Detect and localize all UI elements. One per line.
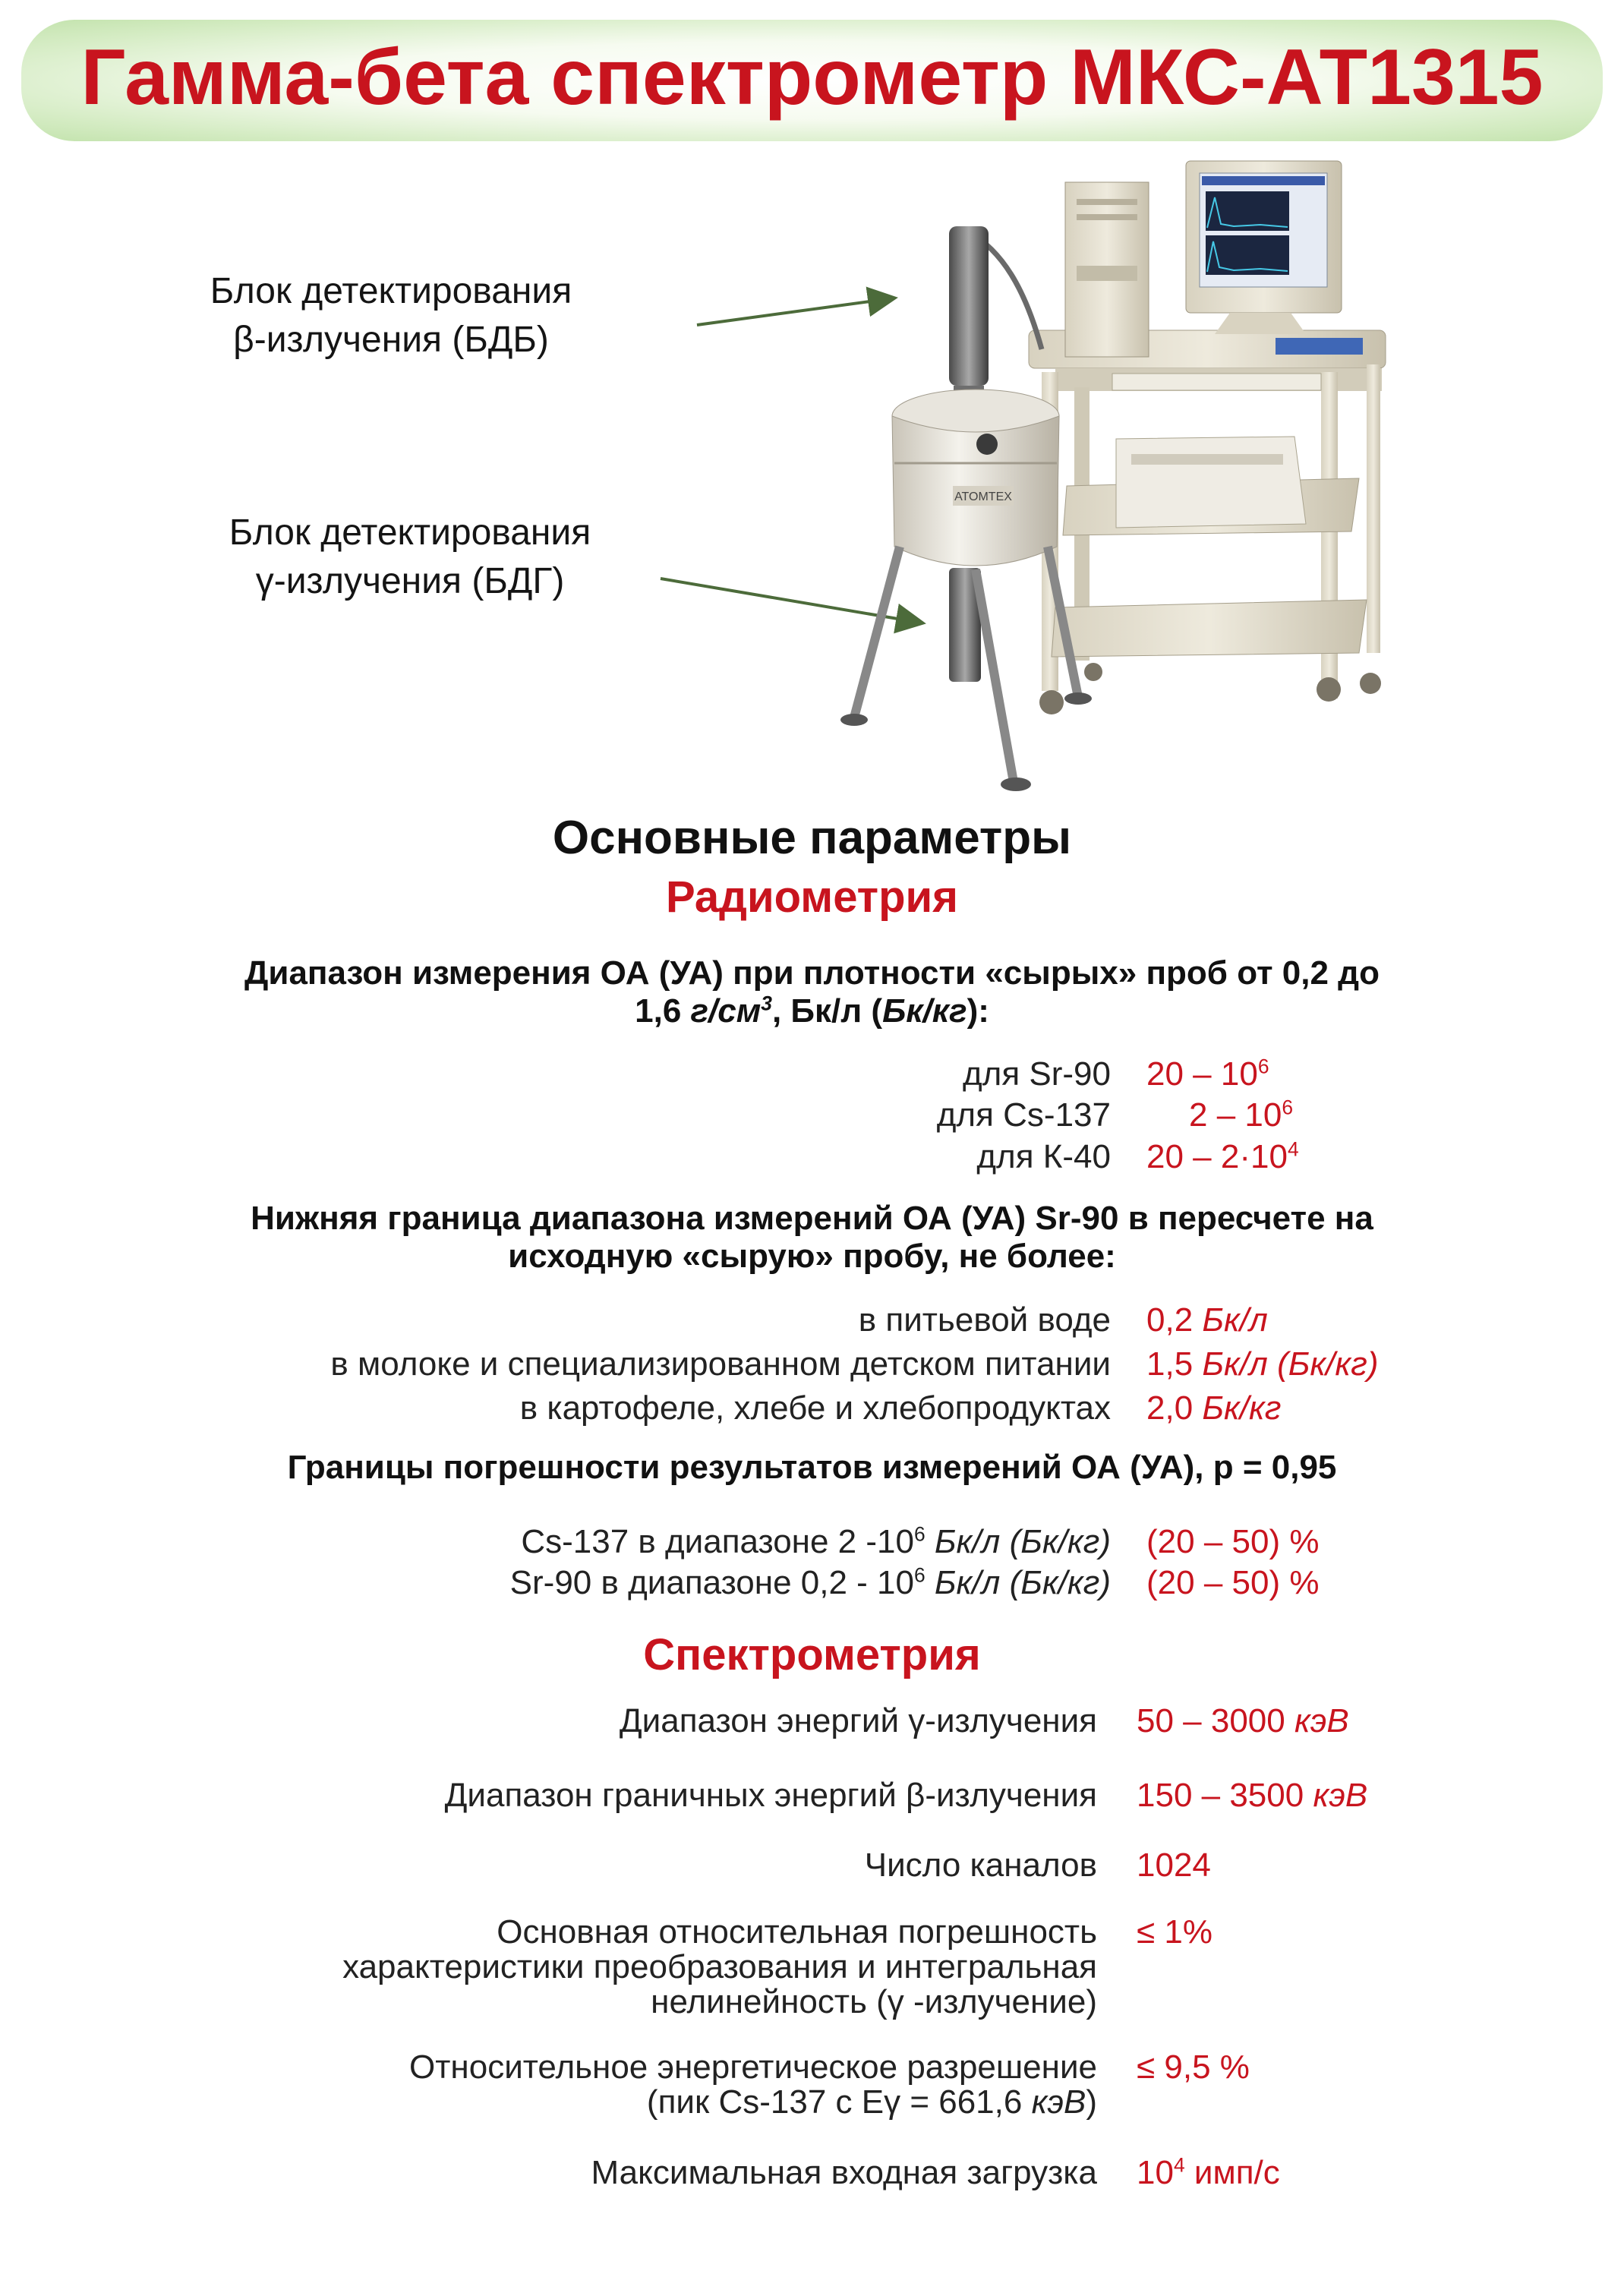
spec-row-label: Максимальная входная загрузка xyxy=(591,2154,1097,2191)
lower-value-unit: Бк/л (Бк/кг) xyxy=(1202,1345,1379,1383)
main-heading: Основные параметры xyxy=(552,812,1072,864)
range-value-exp: 6 xyxy=(1257,1055,1269,1078)
spec-row-value xyxy=(1137,1701,1349,1742)
range-title-line2 xyxy=(0,992,1624,1030)
range-value-text: 20 – 2·10 xyxy=(1146,1138,1288,1175)
error-row-label xyxy=(521,1522,1111,1563)
error-row-label xyxy=(510,1563,1111,1604)
spec-row-label: Диапазон энергий γ-излучения xyxy=(619,1702,1097,1739)
spec-value-num: 50 – 3000 xyxy=(1137,1702,1294,1739)
error-row-value: (20 – 50) % xyxy=(1146,1523,1320,1560)
spec-label-part: ) xyxy=(1086,2083,1097,2121)
spec-value-unit: кэВ xyxy=(1294,1702,1349,1739)
equipment-illustration xyxy=(0,0,1624,805)
spec-value-unit: имп/с xyxy=(1184,2154,1280,2191)
range-title-part: 1,6 xyxy=(635,992,691,1030)
brand-label: ATOMTEX xyxy=(954,490,1012,503)
page-title: Гамма-бета спектрометр МКС-АТ1315 xyxy=(80,33,1544,121)
mousepad-icon xyxy=(1276,338,1363,355)
radiometry-heading: Радиометрия xyxy=(665,872,959,922)
lower-row-value xyxy=(1146,1300,1268,1341)
spec-value-exp: 4 xyxy=(1173,2153,1185,2177)
range-row-value xyxy=(1189,1095,1293,1136)
beta-callout-line2: β-излучения (БДБ) xyxy=(233,320,549,360)
lower-title-line2: исходную «сырую» пробу, не более: xyxy=(508,1238,1116,1275)
lower-value-num: 0,2 xyxy=(1146,1301,1203,1339)
spec-label-line: характеристики преобразования и интегральная xyxy=(342,1948,1097,1985)
spec-label-line xyxy=(409,2085,1097,2120)
beta-callout-line1: Блок детектирования xyxy=(210,271,572,311)
spec-label-line: Основная относительная погрешность xyxy=(497,1913,1097,1951)
beta-arrow xyxy=(697,298,892,325)
printer-icon xyxy=(1116,437,1306,528)
range-title-exp: 3 xyxy=(761,992,772,1015)
spec-row-value: 1024 xyxy=(1137,1847,1211,1884)
error-label-exp: 6 xyxy=(913,1563,926,1587)
keyboard-icon xyxy=(1112,374,1321,390)
range-title xyxy=(0,954,1624,1030)
spec-label-line: нелинейность (γ -излучение) xyxy=(651,1983,1097,2020)
range-title-unit: Бк/кг xyxy=(882,992,967,1030)
spec-value-unit: кэВ xyxy=(1313,1777,1368,1814)
range-title-part: ): xyxy=(967,992,989,1030)
spec-row-label: Диапазон граничных энергий β-излучения xyxy=(444,1777,1097,1814)
range-row-value xyxy=(1146,1054,1269,1095)
spec-row-value xyxy=(1137,1775,1367,1816)
range-value-text: 20 – 10 xyxy=(1146,1055,1258,1093)
gamma-callout-line2: γ-излучения (БДГ) xyxy=(255,561,565,601)
lower-value-num: 1,5 xyxy=(1146,1345,1203,1383)
spec-label-unit: кэВ xyxy=(1031,2083,1086,2121)
spec-label-part: (пик Cs-137 с Eγ = 661,6 xyxy=(646,2083,1032,2121)
range-value-text: 2 – 10 xyxy=(1189,1096,1282,1134)
gamma-callout-line1: Блок детектирования xyxy=(229,512,591,553)
monitor-icon xyxy=(1186,161,1342,334)
spec-row-label xyxy=(409,2050,1097,2120)
range-value-exp: 4 xyxy=(1287,1137,1299,1161)
lower-title-line1: Нижняя граница диапазона измерений ОА (УА) Sr-90 в пересчете на xyxy=(251,1200,1373,1237)
range-title-line1: Диапазон измерения ОА (УА) при плотности «сырых» проб от 0,2 до xyxy=(244,954,1380,992)
spec-row-value: ≤ 9,5 % xyxy=(1137,2048,1250,2086)
range-title-part: , Бк/л ( xyxy=(771,992,883,1030)
spec-label-line: Относительное энергетическое разрешение xyxy=(409,2048,1097,2086)
lower-value-num: 2,0 xyxy=(1146,1389,1203,1427)
error-label-unit: Бк/л (Бк/кг) xyxy=(934,1523,1111,1560)
range-value-exp: 6 xyxy=(1282,1096,1294,1119)
spec-row-label: Число каналов xyxy=(864,1847,1097,1884)
spec-value-num: 150 – 3500 xyxy=(1137,1777,1313,1814)
gamma-detector-icon xyxy=(840,390,1092,791)
spectrometry-heading: Спектрометрия xyxy=(643,1630,981,1679)
range-row-value xyxy=(1146,1137,1299,1178)
computer-tower-icon xyxy=(1065,182,1149,357)
error-label-unit: Бк/л (Бк/кг) xyxy=(934,1564,1111,1601)
error-label-text: Cs-137 в диапазоне 2 -10 xyxy=(521,1523,914,1560)
range-title-unit: г/см xyxy=(690,992,762,1030)
spec-value-num: 10 xyxy=(1137,2154,1174,2191)
lower-row-label: в картофеле, хлебе и хлебопродуктах xyxy=(519,1389,1111,1427)
spec-row-label xyxy=(342,1915,1097,2020)
error-label-text: Sr-90 в диапазоне 0,2 - 10 xyxy=(509,1564,914,1601)
error-row-value: (20 – 50) % xyxy=(1146,1564,1320,1601)
lower-row-value xyxy=(1146,1388,1282,1429)
beta-detector-icon xyxy=(949,226,989,408)
range-row-label: для Cs-137 xyxy=(936,1096,1111,1134)
lower-row-label: в питьевой воде xyxy=(858,1301,1111,1339)
lower-value-unit: Бк/кг xyxy=(1202,1389,1282,1427)
lower-limit-title xyxy=(0,1200,1624,1276)
error-label-exp: 6 xyxy=(913,1522,926,1546)
error-title: Границы погрешности результатов измерений ОА (УА), р = 0,95 xyxy=(287,1449,1337,1486)
lower-value-unit: Бк/л xyxy=(1202,1301,1268,1339)
lower-row-label: в молоке и специализированном детском питании xyxy=(330,1345,1111,1383)
spec-row-value xyxy=(1137,2152,1280,2194)
range-row-label: для К-40 xyxy=(976,1138,1111,1175)
spec-row-value: ≤ 1% xyxy=(1137,1913,1212,1951)
lower-row-value xyxy=(1146,1344,1379,1385)
range-row-label: для Sr-90 xyxy=(963,1055,1111,1093)
